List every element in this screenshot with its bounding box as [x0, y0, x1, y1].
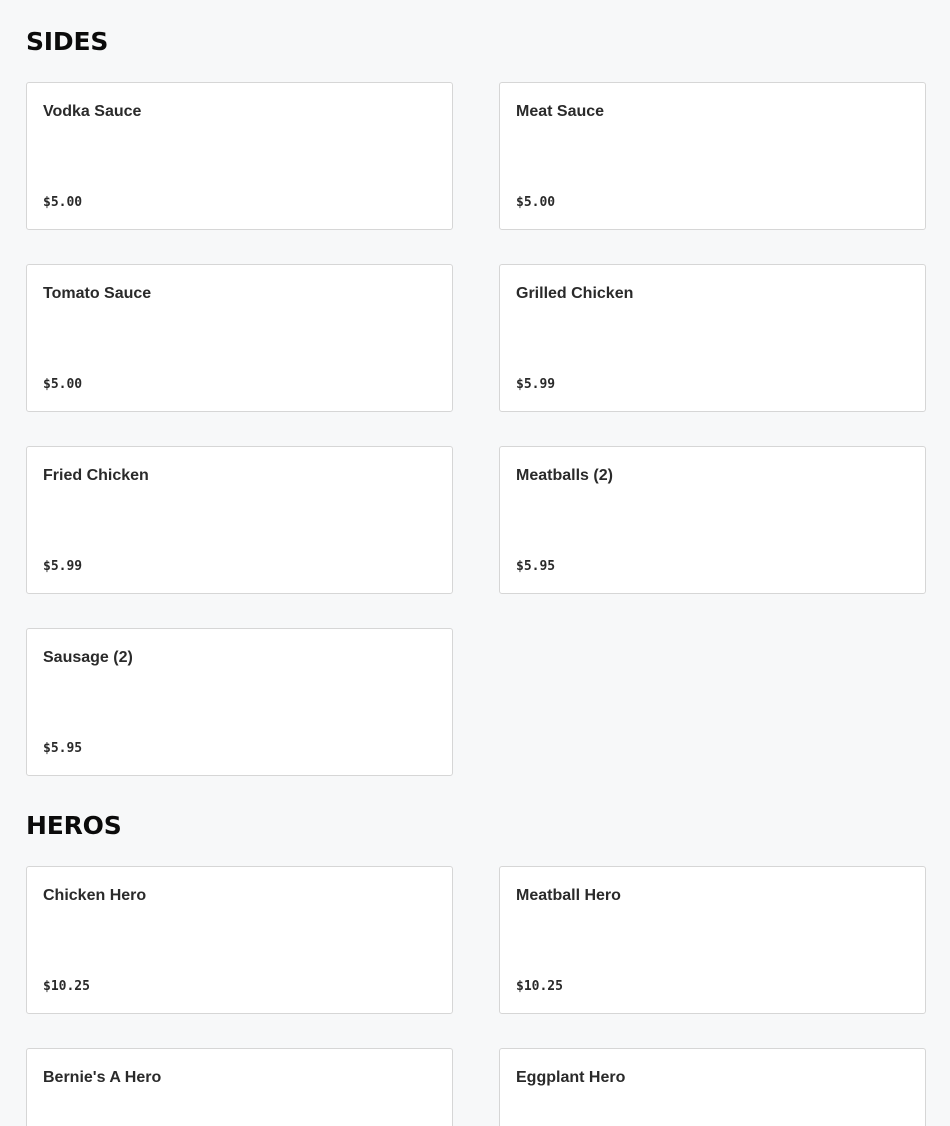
- menu-item-name: Bernie's A Hero: [43, 1069, 162, 1086]
- menu-item-price: $5.99: [516, 377, 556, 392]
- menu-item-name: Meatballs (2): [516, 467, 613, 484]
- menu-item-price: $5.95: [516, 559, 556, 574]
- menu-item-name: Meat Sauce: [516, 103, 605, 120]
- menu-item-price: $10.25: [516, 979, 563, 994]
- menu-item-card[interactable]: [26, 628, 453, 776]
- menu-item-price: $5.00: [43, 377, 83, 392]
- menu-item-card[interactable]: [499, 82, 926, 230]
- menu-item-name: Vodka Sauce: [43, 103, 142, 120]
- menu-item-name: Tomato Sauce: [43, 285, 152, 302]
- menu-item-name: Fried Chicken: [43, 467, 149, 484]
- menu-item-price: $5.00: [43, 195, 83, 210]
- menu-item-card[interactable]: [499, 1048, 926, 1126]
- menu-item-card[interactable]: [26, 82, 453, 230]
- menu-item-card[interactable]: [26, 866, 453, 1014]
- menu-item-price: $5.00: [516, 195, 556, 210]
- menu-item-name: Chicken Hero: [43, 887, 147, 904]
- section-title-sides: SIDES: [26, 27, 109, 56]
- menu-item-card[interactable]: [26, 264, 453, 412]
- menu-item-name: Meatball Hero: [516, 887, 621, 904]
- menu-item-price: $5.99: [43, 559, 83, 574]
- menu-item-card[interactable]: [499, 446, 926, 594]
- menu-item-name: Grilled Chicken: [516, 285, 634, 302]
- menu-item-price: $10.25: [43, 979, 90, 994]
- menu-item-card[interactable]: [499, 264, 926, 412]
- menu-item-name: Eggplant Hero: [516, 1069, 626, 1086]
- menu-item-card[interactable]: [26, 446, 453, 594]
- section-title-heros: HEROS: [26, 811, 122, 840]
- menu-item-price: $5.95: [43, 741, 83, 756]
- menu-item-name: Sausage (2): [43, 649, 133, 666]
- menu-item-card[interactable]: [499, 866, 926, 1014]
- menu-item-card[interactable]: [26, 1048, 453, 1126]
